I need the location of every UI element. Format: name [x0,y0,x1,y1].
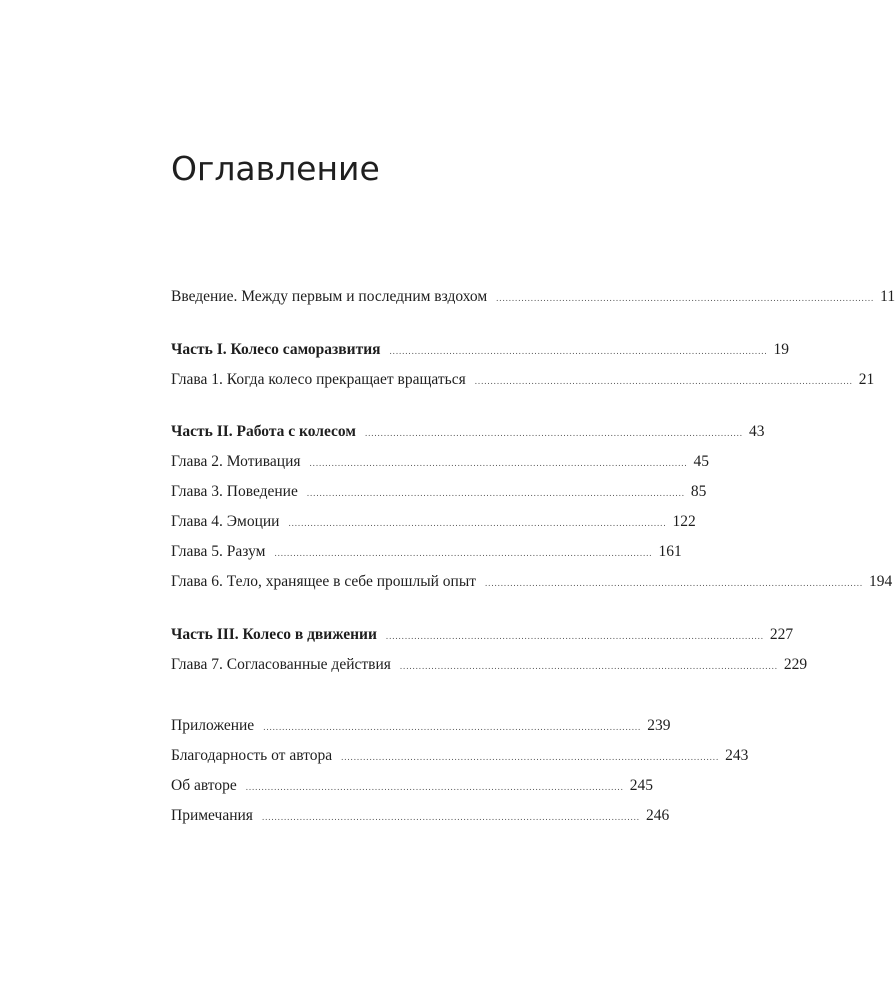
dot-leader: ........................................................................................................................ [364,428,743,438]
toc-entry-page: 161 [658,543,682,560]
toc-entry-appendix [171,717,671,737]
toc-entry-chapter-4 [171,513,696,533]
toc-entry-notes [171,807,670,827]
dot-leader: ........................................................................................................................ [288,518,667,528]
toc-entry-page: 246 [645,807,670,824]
toc-entry-page: 239 [647,717,671,734]
toc-entry-label: Часть III. Колесо в движении [171,626,377,643]
toc-entry-page: 243 [725,747,749,764]
dot-leader: ........................................................................................................................ [306,488,685,498]
toc-entry-page: 245 [629,777,653,794]
dot-leader: ........................................................................................................................ [274,548,653,558]
toc-entry-chapter-1 [171,371,875,391]
toc-entry-label: Приложение [171,717,255,734]
toc-entry-part-3 [171,626,794,646]
toc-entry-chapter-7 [171,656,808,676]
dot-leader: ........................................................................................................................ [245,782,624,792]
toc-entry-label: Глава 3. Поведение [171,483,298,500]
dot-leader: ........................................................................................................................ [341,752,720,762]
toc-entry-page: 85 [690,483,707,500]
toc-entry-label: Глава 1. Когда колесо прекращает вращаться [171,371,466,388]
toc-entry-chapter-6 [171,573,893,593]
toc-entry-page: 122 [672,513,696,530]
dot-leader: ........................................................................................................................ [496,293,875,303]
toc-entry-page: 227 [769,626,794,643]
dot-leader: ........................................................................................................................ [399,661,778,671]
toc-entry-chapter-5 [171,543,682,563]
toc-entry-introduction [171,288,895,308]
toc-entry-acknowledgements [171,747,749,767]
toc-entry-part-2 [171,423,765,443]
toc-entry-label: Глава 6. Тело, хранящее в себе прошлый опыт [171,573,477,590]
dot-leader: ........................................................................................................................ [474,376,853,386]
dot-leader: ........................................................................................................................ [263,722,642,732]
toc-entry-label: Глава 5. Разум [171,543,266,560]
toc-entry-label: Глава 2. Мотивация [171,453,301,470]
toc-entry-label: Часть II. Работа с колесом [171,423,356,440]
dot-leader: ........................................................................................................................ [261,812,640,822]
dot-leader: ........................................................................................................................ [389,346,768,356]
toc-entry-label: Глава 7. Согласованные действия [171,656,391,673]
toc-entry-label: Глава 4. Эмоции [171,513,280,530]
toc-entry-label: Примечания [171,807,253,824]
dot-leader: ........................................................................................................................ [485,578,864,588]
toc-entry-page: 43 [748,423,765,440]
toc-entry-label: Часть I. Колесо саморазвития [171,341,381,358]
toc-entry-page: 19 [773,341,790,358]
toc-entry-about-author [171,777,653,797]
dot-leader: ........................................................................................................................ [309,458,688,468]
toc-entry-part-1 [171,341,790,361]
toc-entry-page: 45 [693,453,710,470]
toc-entry-label: Благодарность от автора [171,747,333,764]
page-title: Оглавление [171,149,380,188]
toc-entry-chapter-3 [171,483,707,503]
toc-entry-label: Введение. Между первым и последним вздохом [171,288,488,305]
toc-entry-page: 21 [858,371,875,388]
toc-entry-page: 194 [869,573,893,590]
dot-leader: ........................................................................................................................ [385,631,764,641]
toc-entry-label: Об авторе [171,777,237,794]
toc-entry-chapter-2 [171,453,710,473]
toc-entry-page: 11 [880,288,895,305]
toc-entry-page: 229 [783,656,808,673]
